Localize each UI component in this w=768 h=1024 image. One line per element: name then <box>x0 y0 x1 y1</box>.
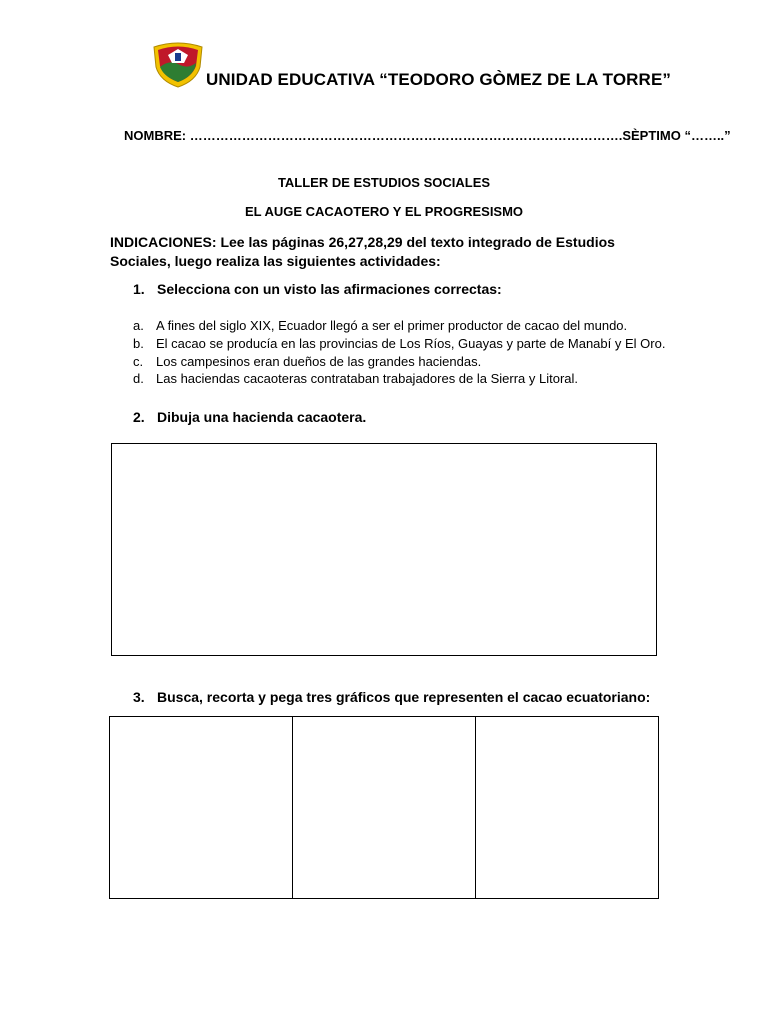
table-divider <box>292 717 293 898</box>
option-letter: c. <box>133 354 144 369</box>
option-text: Las haciendas cacaoteras contrataban trabajadores de la Sierra y Litoral. <box>156 371 579 386</box>
question-text: Busca, recorta y pega tres gráficos que representen el cacao ecuatoriano: <box>157 689 651 705</box>
school-crest-icon <box>150 41 206 89</box>
question-3 <box>133 689 650 705</box>
option-letter: d. <box>133 371 144 386</box>
question-number: 2. <box>133 409 145 425</box>
option-b <box>133 336 665 351</box>
question-number: 1. <box>133 281 145 297</box>
option-text: A fines del siglo XIX, Ecuador llegó a ser el primer productor de cacao del mundo. <box>156 318 628 333</box>
option-d <box>133 371 578 386</box>
instructions-text: INDICACIONES: Lee las páginas 26,27,28,29 del texto integrado de Estudios Sociales, luego realiza las siguientes actividades: <box>110 234 615 269</box>
topic-title: EL AUGE CACAOTERO Y EL PROGRESISMO <box>244 204 524 219</box>
question-1 <box>133 281 502 297</box>
option-letter: b. <box>133 336 144 351</box>
option-letter: a. <box>133 318 144 333</box>
workshop-title: TALLER DE ESTUDIOS SOCIALES <box>277 175 491 190</box>
question-2 <box>133 409 366 425</box>
option-c <box>133 354 481 369</box>
question-text: Dibuja una hacienda cacaotera. <box>157 409 367 425</box>
option-text: Los campesinos eran dueños de las grandes haciendas. <box>156 354 482 369</box>
drawing-area <box>111 443 657 656</box>
graphics-table <box>109 716 659 899</box>
option-a <box>133 318 627 333</box>
option-text: El cacao se producía en las provincias de Los Ríos, Guayas y parte de Manabí y El Oro. <box>156 336 666 351</box>
student-name-field: NOMBRE: ……………………………………………………………………………………….SÈPTIMO “……..” <box>124 128 731 143</box>
question-number: 3. <box>133 689 145 705</box>
question-text: Selecciona con un visto las afirmaciones correctas: <box>157 281 502 297</box>
table-divider <box>475 717 476 898</box>
school-name: UNIDAD EDUCATIVA “TEODORO GÒMEZ DE LA TORRE” <box>206 70 671 89</box>
